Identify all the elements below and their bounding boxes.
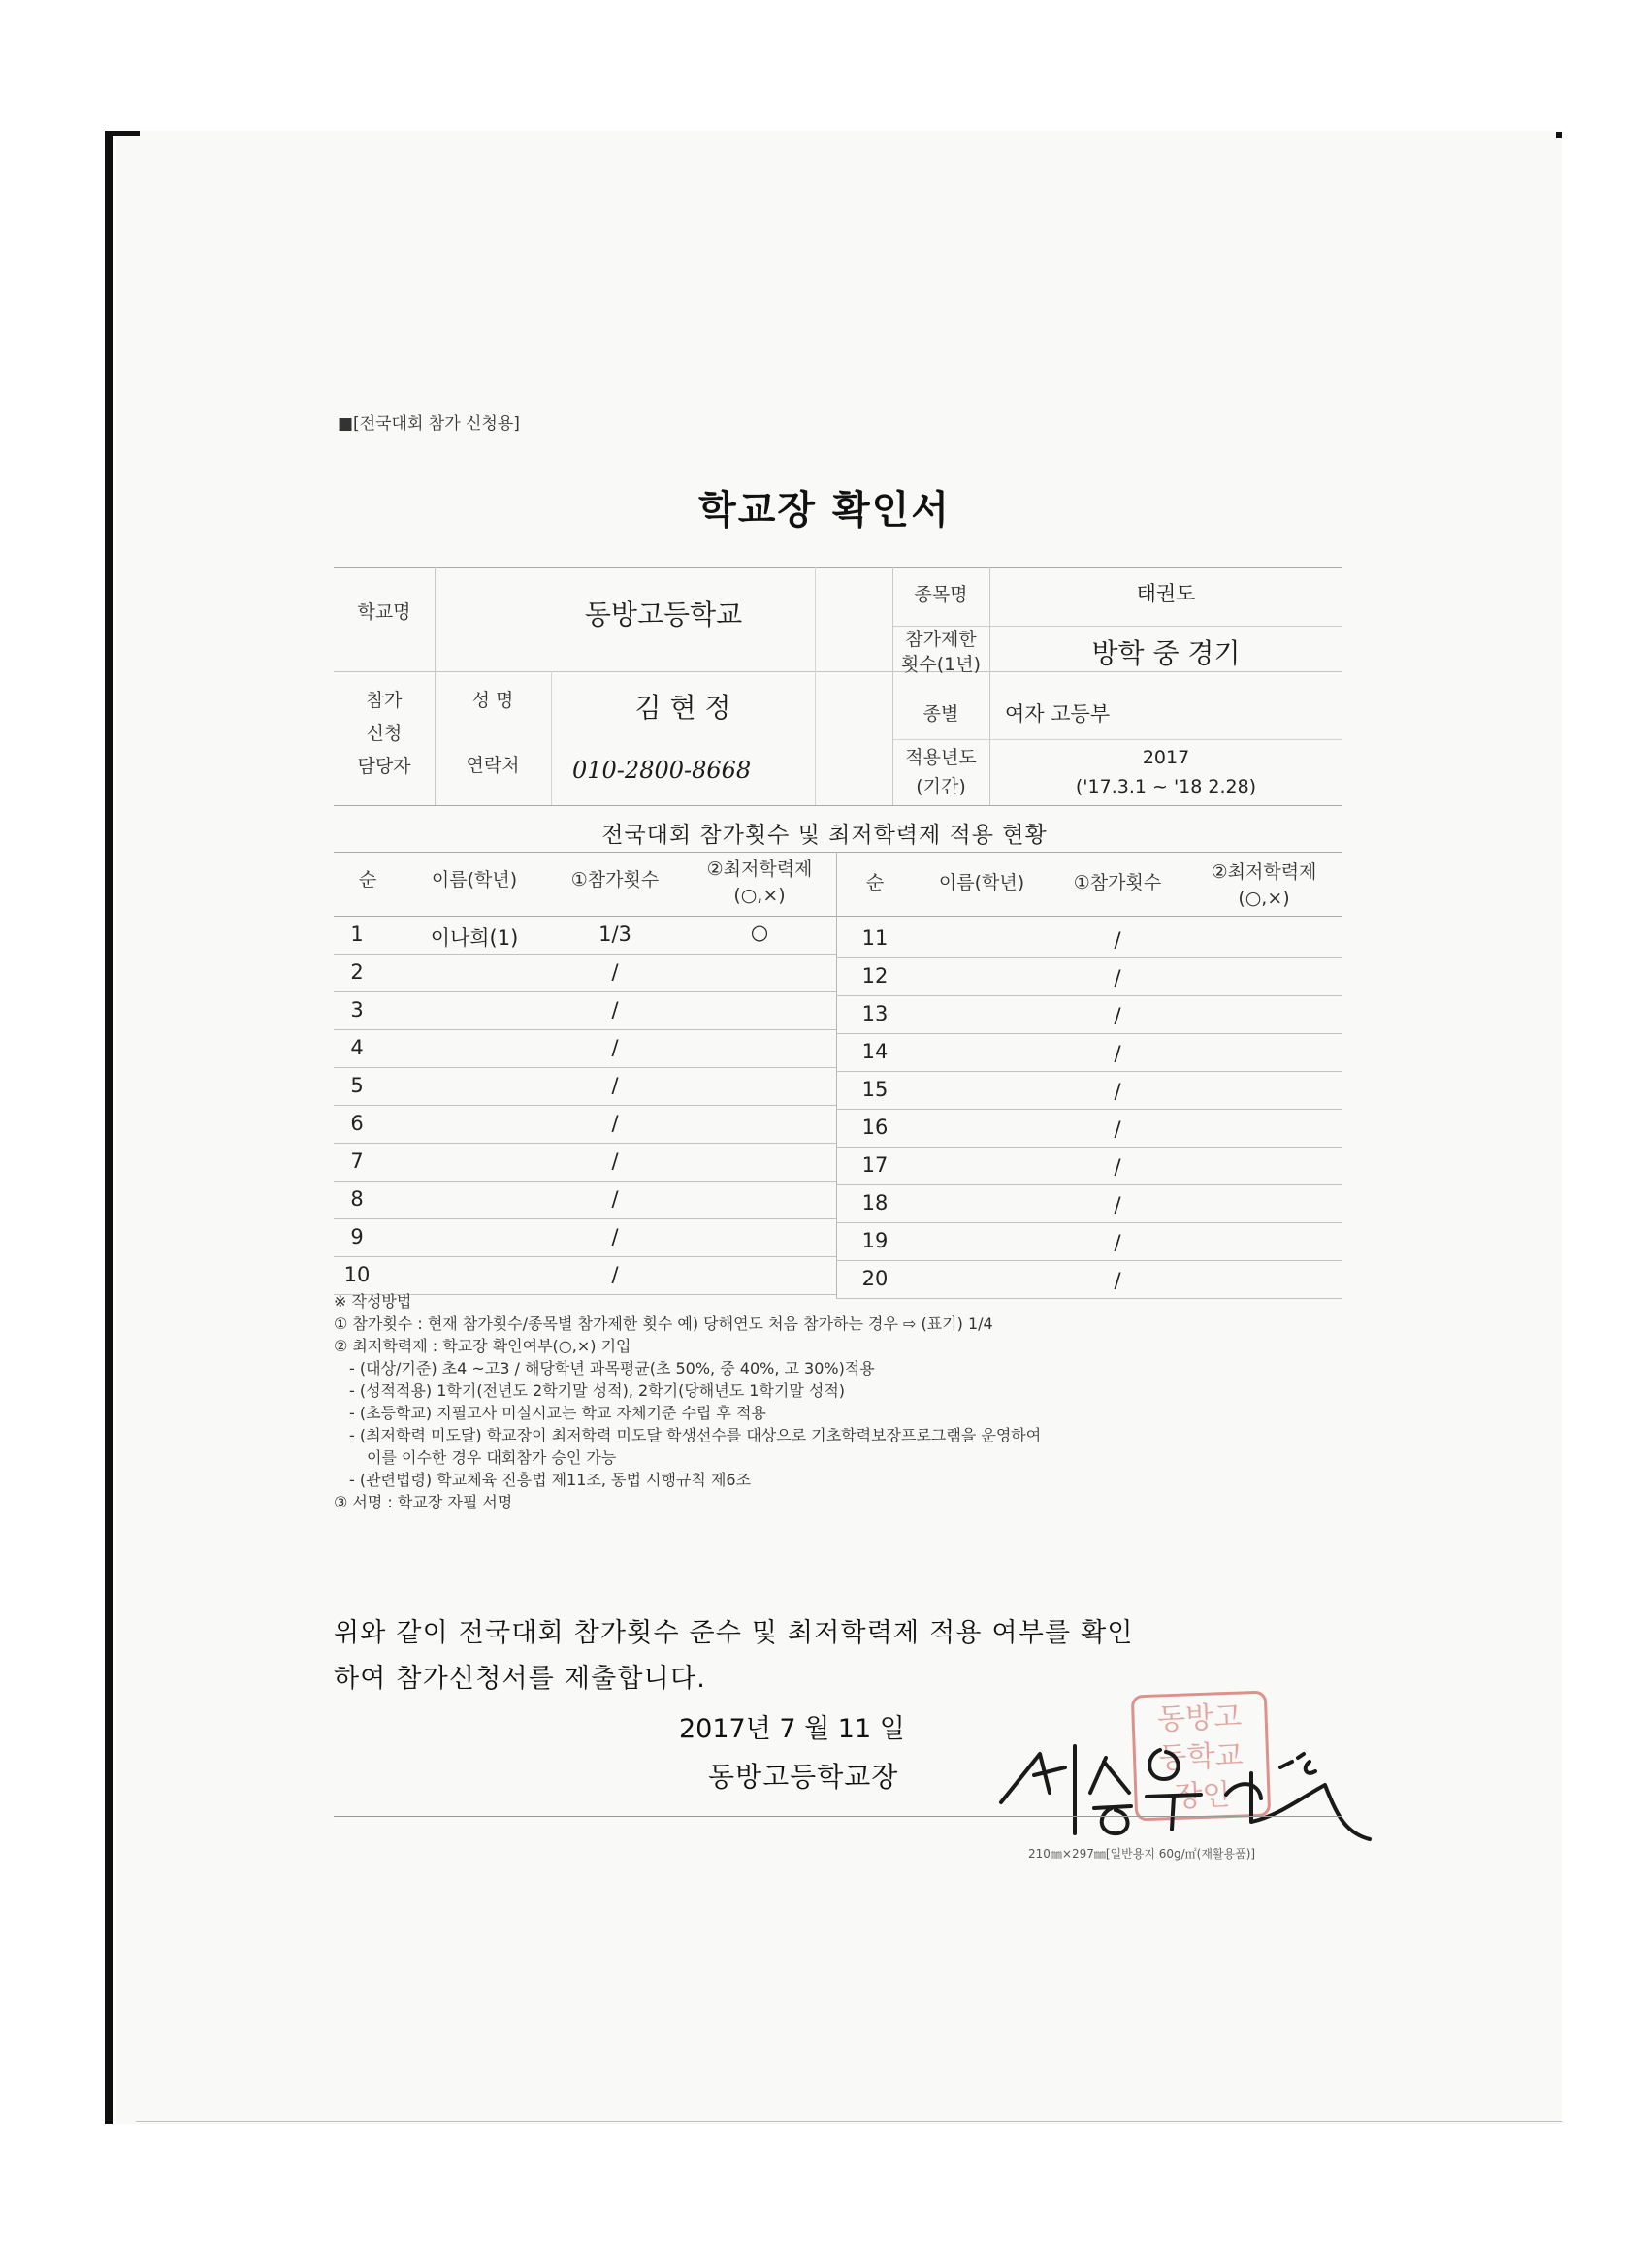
participation-count: / [1114, 1004, 1121, 1027]
school-seal-stamp: 동방고 등학교 장인 [1131, 1691, 1271, 1822]
participation-count: / [611, 1263, 619, 1286]
row-number: 18 [861, 1191, 889, 1215]
col-no-header-left: 순 [358, 869, 377, 891]
year-label-2: (기간) [916, 776, 966, 797]
row-divider [836, 1109, 1342, 1110]
note-2d-cont: 이를 이수한 경우 대회참가 승인 가능 [367, 1448, 617, 1467]
participation-count: 1/3 [598, 923, 631, 946]
contact-label-2: 신청 [366, 723, 403, 744]
limit-label-2: 횟수(1년) [901, 654, 981, 675]
row-number: 19 [861, 1229, 889, 1252]
participation-count: / [1114, 1193, 1121, 1216]
paper-spec-note: 210㎜×297㎜[일반용지 60g/㎡(재활용품)] [1028, 1847, 1256, 1861]
participation-count: / [1114, 1118, 1121, 1141]
declaration [334, 1610, 1342, 1701]
row-divider [334, 1181, 836, 1182]
scan-edge-left [105, 131, 113, 2124]
row-divider [836, 1222, 1342, 1223]
participant-name: 이나희(1) [430, 926, 519, 950]
row-number: 10 [343, 1263, 371, 1286]
notes [334, 1290, 1342, 1513]
row-divider [334, 1218, 836, 1219]
row-divider [836, 1147, 1342, 1148]
row-number: 14 [861, 1040, 889, 1063]
contact-label-3: 담당자 [357, 756, 411, 777]
col-name-header-left: 이름(학년) [431, 869, 518, 891]
row-divider [334, 1143, 836, 1144]
row-divider [334, 991, 836, 992]
note-2b: - (성적적용) 1학기(전년도 2학기말 성적), 2학기(당해년도 1학기말 성적) [349, 1381, 846, 1400]
participation-count: / [1114, 1155, 1121, 1179]
min-academic-check: ○ [750, 921, 769, 944]
note-2a: - (대상/기준) 초4 ~고3 / 해당학년 과목평균(초 50%, 중 40%, 고 30%)적용 [349, 1359, 875, 1377]
row-divider [334, 1067, 836, 1068]
col-name-header-right: 이름(학년) [938, 872, 1025, 893]
division-label: 종별 [922, 703, 959, 725]
participation-count: / [611, 1150, 619, 1173]
row-divider [836, 995, 1342, 996]
participation-count: / [611, 998, 619, 1021]
row-number: 13 [861, 1002, 889, 1025]
row-divider [836, 957, 1342, 958]
row-number: 15 [861, 1078, 889, 1101]
col-min-header-right-2: (○,×) [1238, 888, 1290, 909]
period-value: ('17.3.1 ~ '18 2.28) [1075, 776, 1257, 797]
participation-count: / [611, 1036, 619, 1059]
row-number: 4 [350, 1036, 364, 1059]
row-number: 20 [861, 1267, 889, 1290]
participation-count: / [611, 960, 619, 984]
division-value: 여자 고등부 [1005, 702, 1111, 726]
school-name-label: 학교명 [357, 601, 411, 623]
row-number: 6 [350, 1112, 364, 1135]
row-divider [836, 1071, 1342, 1072]
row-divider [334, 954, 836, 955]
declaration-line-1: 위와 같이 전국대회 참가횟수 준수 및 최저학력제 적용 여부를 확인 [334, 1618, 1134, 1648]
participation-count: / [611, 1074, 619, 1097]
note-1: ① 참가횟수 : 현재 참가횟수/종목별 참가제한 횟수 예) 당해연도 처음 참가하는 경우 ⇨ (표기) 1/4 [334, 1314, 993, 1333]
year-value: 2017 [1142, 747, 1190, 768]
col-count-header-left: ①참가횟수 [570, 869, 660, 891]
row-number: 1 [350, 923, 364, 946]
participation-count: / [611, 1187, 619, 1211]
event-label: 종목명 [914, 584, 968, 605]
phone-label: 연락처 [466, 755, 520, 776]
footer-divider [334, 1816, 1342, 1817]
participation-count: / [1114, 1231, 1121, 1254]
form-tag: ■[전국대회 참가 신청용] [338, 414, 520, 434]
limit-label-1: 참가제한 [905, 629, 977, 650]
participation-count: / [1114, 1080, 1121, 1103]
col-count-header-right: ①참가횟수 [1073, 872, 1162, 893]
school-name-value: 동방고등학교 [584, 599, 743, 631]
col-min-header-left-1: ②최저학력제 [706, 859, 813, 880]
note-2c: - (초등학교) 지필고사 미실시교는 학교 자체기준 수립 후 적용 [349, 1404, 766, 1422]
notes-heading: ※ 작성방법 [334, 1292, 412, 1311]
participation-count: / [611, 1225, 619, 1248]
participation-count: / [611, 1112, 619, 1135]
row-divider [836, 1184, 1342, 1185]
note-2d: - (최저학력 미도달) 학교장이 최저학력 미도달 학생선수를 대상으로 기초학력보장프로그램을 운영하여 [349, 1426, 1042, 1444]
row-divider [334, 1256, 836, 1257]
row-number: 3 [350, 998, 364, 1021]
participation-count: / [1114, 966, 1121, 989]
contact-label-1: 참가 [366, 690, 403, 711]
row-number: 8 [350, 1187, 364, 1211]
note-3: ③ 서명 : 학교장 자필 서명 [334, 1493, 513, 1511]
row-number: 2 [350, 960, 364, 984]
participation-count: / [1114, 1269, 1121, 1292]
participation-count: / [1114, 1042, 1121, 1065]
participation-count: / [1114, 928, 1121, 952]
phone-value-handwritten: 010-2800-8668 [572, 757, 752, 784]
row-number: 11 [861, 926, 889, 950]
note-2: ② 최저학력제 : 학교장 확인여부(○,×) 기입 [334, 1337, 631, 1355]
row-divider [334, 1105, 836, 1106]
col-min-header-left-2: (○,×) [733, 885, 786, 906]
row-number: 16 [861, 1116, 889, 1139]
limit-value: 방학 중 경기 [1091, 637, 1241, 669]
row-number: 9 [350, 1225, 364, 1248]
col-min-header-right-1: ②최저학력제 [1211, 861, 1317, 883]
note-2e: - (관련법령) 학교체육 진흥법 제11조, 동법 시행규칙 제6조 [349, 1471, 752, 1489]
principal-signature [989, 1707, 1377, 1853]
year-label-1: 적용년도 [905, 747, 977, 768]
declaration-line-2: 하여 참가신청서를 제출합니다. [334, 1664, 707, 1694]
row-number: 5 [350, 1074, 364, 1097]
section-title: 전국대회 참가횟수 및 최저학력제 적용 현황 [601, 823, 1048, 848]
row-divider [334, 1029, 836, 1030]
row-divider [836, 1260, 1342, 1261]
contact-name-value: 김 현 정 [634, 692, 731, 724]
scan-edge-top [105, 131, 140, 136]
row-number: 17 [861, 1153, 889, 1177]
name-label: 성 명 [471, 690, 514, 711]
event-value: 태권도 [1136, 582, 1196, 605]
row-number: 7 [350, 1150, 364, 1173]
row-divider [836, 1033, 1342, 1034]
row-number: 12 [861, 964, 889, 988]
declaration-date: 2017년 7 월 11 일 [679, 1714, 905, 1744]
scan-edge-bottom [136, 2121, 1562, 2122]
principal-title: 동방고등학교장 [708, 1761, 899, 1793]
document-title: 학교장 확인서 [698, 488, 951, 533]
scan-corner-mark [1556, 132, 1562, 138]
col-no-header-right: 순 [865, 872, 885, 893]
